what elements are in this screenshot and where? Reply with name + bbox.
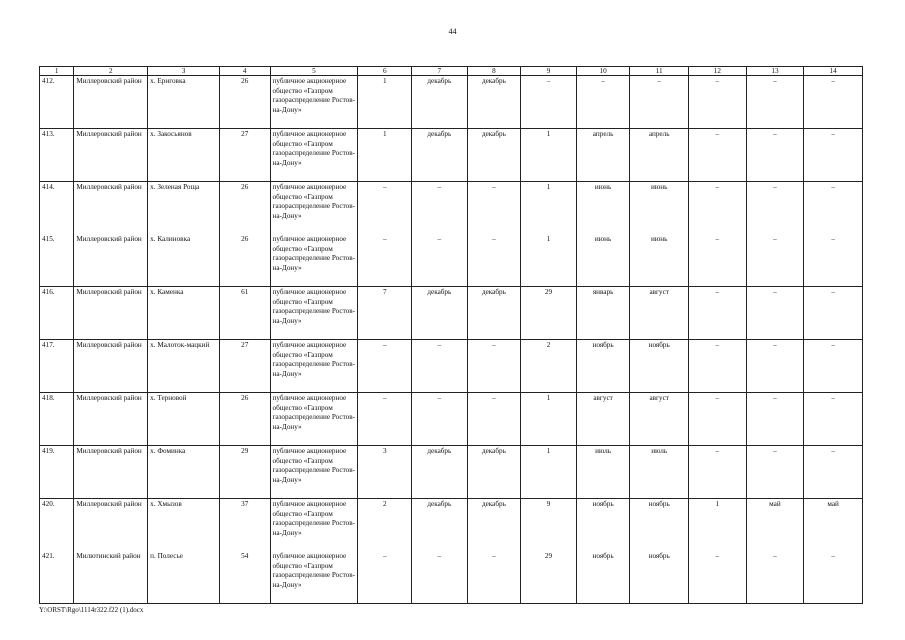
- table-cell: Миллеровский район: [74, 234, 148, 287]
- table-cell: 420.: [40, 499, 74, 552]
- table-cell: –: [358, 234, 412, 287]
- table-cell: 413.: [40, 129, 74, 182]
- table-cell: ноябрь: [576, 551, 630, 604]
- table-cell: Миллеровский район: [74, 393, 148, 446]
- table-cell: публичное акционерное общество «Газпром газораспределение Ростов-на-Дону»: [270, 76, 358, 129]
- table-cell: –: [689, 287, 747, 340]
- table-cell: х. Малоток-мацкий: [148, 340, 220, 393]
- table-cell: ноябрь: [630, 340, 689, 393]
- table-cell: Миллеровский район: [74, 499, 148, 552]
- table-cell: 1: [358, 76, 412, 129]
- table-cell: 1: [521, 446, 577, 499]
- table-cell: август: [630, 287, 689, 340]
- column-number-header: 3: [148, 67, 220, 76]
- table-cell: декабрь: [412, 446, 468, 499]
- column-number-header: 6: [358, 67, 412, 76]
- table-cell: Милютинский район: [74, 551, 148, 604]
- table-cell: декабрь: [467, 499, 521, 552]
- table-row: [40, 129, 863, 182]
- table-cell: январь: [576, 287, 630, 340]
- table-cell: –: [746, 340, 804, 393]
- table-cell: декабрь: [412, 129, 468, 182]
- table-cell: публичное акционерное общество «Газпром газораспределение Ростов-на-Дону»: [270, 129, 358, 182]
- table-cell: –: [467, 551, 521, 604]
- table-cell: Миллеровский район: [74, 287, 148, 340]
- table-cell: 9: [521, 499, 577, 552]
- table-cell: –: [804, 234, 863, 287]
- table-cell: Миллеровский район: [74, 446, 148, 499]
- table-cell: декабрь: [467, 129, 521, 182]
- table-cell: публичное акционерное общество «Газпром газораспределение Ростов-на-Дону»: [270, 287, 358, 340]
- table-cell: 1: [689, 499, 747, 552]
- table-cell: –: [689, 182, 747, 235]
- table-cell: декабрь: [412, 287, 468, 340]
- table-row: [40, 182, 863, 235]
- table-cell: –: [804, 182, 863, 235]
- table-cell: май: [746, 499, 804, 552]
- table-cell: 7: [358, 287, 412, 340]
- table-cell: –: [804, 129, 863, 182]
- table-cell: декабрь: [412, 76, 468, 129]
- table-cell: 2: [358, 499, 412, 552]
- column-number-header: 8: [467, 67, 521, 76]
- table-cell: 414.: [40, 182, 74, 235]
- table-row: [40, 393, 863, 446]
- table-cell: –: [746, 287, 804, 340]
- table-cell: –: [746, 234, 804, 287]
- column-number-header: 11: [630, 67, 689, 76]
- table-cell: публичное акционерное общество «Газпром газораспределение Ростов-на-Дону»: [270, 182, 358, 235]
- table-cell: –: [804, 446, 863, 499]
- table-cell: –: [689, 393, 747, 446]
- table-cell: июнь: [630, 234, 689, 287]
- table-cell: 26: [219, 393, 270, 446]
- table-cell: х. Каменка: [148, 287, 220, 340]
- table-cell: публичное акционерное общество «Газпром газораспределение Ростов-на-Дону»: [270, 234, 358, 287]
- table-cell: декабрь: [467, 287, 521, 340]
- table-cell: 27: [219, 129, 270, 182]
- column-number-header: 14: [804, 67, 863, 76]
- table-cell: Миллеровский район: [74, 76, 148, 129]
- table-cell: декабрь: [412, 499, 468, 552]
- table-cell: –: [467, 340, 521, 393]
- table-cell: –: [412, 393, 468, 446]
- table-cell: –: [689, 446, 747, 499]
- table-cell: –: [689, 340, 747, 393]
- table-cell: август: [630, 393, 689, 446]
- table-cell: 29: [521, 551, 577, 604]
- table-row: [40, 234, 863, 287]
- table-cell: 417.: [40, 340, 74, 393]
- table-cell: –: [689, 76, 747, 129]
- table-cell: –: [576, 76, 630, 129]
- table-cell: –: [358, 393, 412, 446]
- table-cell: –: [746, 182, 804, 235]
- table-cell: –: [467, 182, 521, 235]
- table-cell: х. Калиновка: [148, 234, 220, 287]
- table-cell: июль: [630, 446, 689, 499]
- table-cell: 412.: [40, 76, 74, 129]
- table-cell: 1: [358, 129, 412, 182]
- table-cell: х. Ериговка: [148, 76, 220, 129]
- table-cell: 2: [521, 340, 577, 393]
- table-cell: –: [358, 182, 412, 235]
- table-cell: ноябрь: [576, 340, 630, 393]
- table-cell: –: [689, 234, 747, 287]
- table-cell: –: [804, 287, 863, 340]
- column-number-header: 9: [521, 67, 577, 76]
- table-cell: 416.: [40, 287, 74, 340]
- table-cell: публичное акционерное общество «Газпром газораспределение Ростов-на-Дону»: [270, 499, 358, 552]
- table-cell: х. Терновой: [148, 393, 220, 446]
- footer-file-path: Y:\ORST\Rgo\1114r322.f22 (1).docx: [39, 606, 144, 614]
- table-cell: декабрь: [467, 76, 521, 129]
- table-cell: публичное акционерное общество «Газпром газораспределение Ростов-на-Дону»: [270, 551, 358, 604]
- table-cell: июнь: [630, 182, 689, 235]
- table-cell: –: [467, 393, 521, 446]
- table-cell: 418.: [40, 393, 74, 446]
- table-cell: 61: [219, 287, 270, 340]
- table-row: [40, 446, 863, 499]
- column-number-header: 4: [219, 67, 270, 76]
- table-cell: 26: [219, 234, 270, 287]
- table-cell: Миллеровский район: [74, 129, 148, 182]
- table-cell: –: [746, 129, 804, 182]
- table-cell: х. Зеленая Роща: [148, 182, 220, 235]
- table-cell: апрель: [576, 129, 630, 182]
- table-cell: –: [412, 182, 468, 235]
- table-cell: –: [689, 551, 747, 604]
- table-cell: –: [746, 76, 804, 129]
- table-cell: ноябрь: [630, 499, 689, 552]
- table-row: [40, 340, 863, 393]
- table-cell: декабрь: [467, 446, 521, 499]
- table-cell: 26: [219, 182, 270, 235]
- table-cell: 1: [521, 393, 577, 446]
- table-cell: май: [804, 499, 863, 552]
- table-row: [40, 499, 863, 552]
- table-cell: –: [804, 393, 863, 446]
- column-number-header: 5: [270, 67, 358, 76]
- table-cell: июнь: [576, 182, 630, 235]
- page-number: 44: [448, 27, 457, 36]
- table-cell: –: [689, 129, 747, 182]
- table-row: [40, 287, 863, 340]
- table-cell: ноябрь: [576, 499, 630, 552]
- table-cell: 29: [219, 446, 270, 499]
- table-cell: –: [804, 551, 863, 604]
- table-cell: 1: [521, 182, 577, 235]
- table-cell: 37: [219, 499, 270, 552]
- table-cell: ноябрь: [630, 551, 689, 604]
- table-cell: х. Закосьянов: [148, 129, 220, 182]
- table-cell: –: [804, 76, 863, 129]
- column-number-header: 10: [576, 67, 630, 76]
- column-number-header: 13: [746, 67, 804, 76]
- table-cell: –: [358, 551, 412, 604]
- table-cell: публичное акционерное общество «Газпром газораспределение Ростов-на-Дону»: [270, 340, 358, 393]
- table-cell: –: [412, 234, 468, 287]
- table-cell: июль: [576, 446, 630, 499]
- table-cell: –: [804, 340, 863, 393]
- table-cell: –: [521, 76, 577, 129]
- table-row: [40, 551, 863, 604]
- table-cell: 3: [358, 446, 412, 499]
- table-cell: публичное акционерное общество «Газпром газораспределение Ростов-на-Дону»: [270, 446, 358, 499]
- table-cell: –: [746, 393, 804, 446]
- table-row: [40, 76, 863, 129]
- table-cell: п. Полесье: [148, 551, 220, 604]
- table-cell: –: [746, 551, 804, 604]
- table-cell: 415.: [40, 234, 74, 287]
- table-cell: август: [576, 393, 630, 446]
- table-cell: публичное акционерное общество «Газпром газораспределение Ростов-на-Дону»: [270, 393, 358, 446]
- table-cell: х. Хмызов: [148, 499, 220, 552]
- table-cell: –: [412, 551, 468, 604]
- table-cell: 26: [219, 76, 270, 129]
- table-cell: –: [746, 446, 804, 499]
- table-cell: Миллеровский район: [74, 340, 148, 393]
- table-cell: х. Фоминка: [148, 446, 220, 499]
- table-cell: –: [467, 234, 521, 287]
- table-header-row: [40, 67, 863, 76]
- table-cell: 54: [219, 551, 270, 604]
- table-cell: 27: [219, 340, 270, 393]
- table-cell: –: [412, 340, 468, 393]
- table-cell: –: [630, 76, 689, 129]
- table-cell: 419.: [40, 446, 74, 499]
- table-cell: 421.: [40, 551, 74, 604]
- column-number-header: 12: [689, 67, 747, 76]
- table-cell: 1: [521, 129, 577, 182]
- table-cell: 29: [521, 287, 577, 340]
- table-cell: 1: [521, 234, 577, 287]
- column-number-header: 2: [74, 67, 148, 76]
- gasification-table: [39, 66, 863, 604]
- table-cell: Миллеровский район: [74, 182, 148, 235]
- column-number-header: 1: [40, 67, 74, 76]
- table-cell: июнь: [576, 234, 630, 287]
- column-number-header: 7: [412, 67, 468, 76]
- table-cell: апрель: [630, 129, 689, 182]
- table-cell: –: [358, 340, 412, 393]
